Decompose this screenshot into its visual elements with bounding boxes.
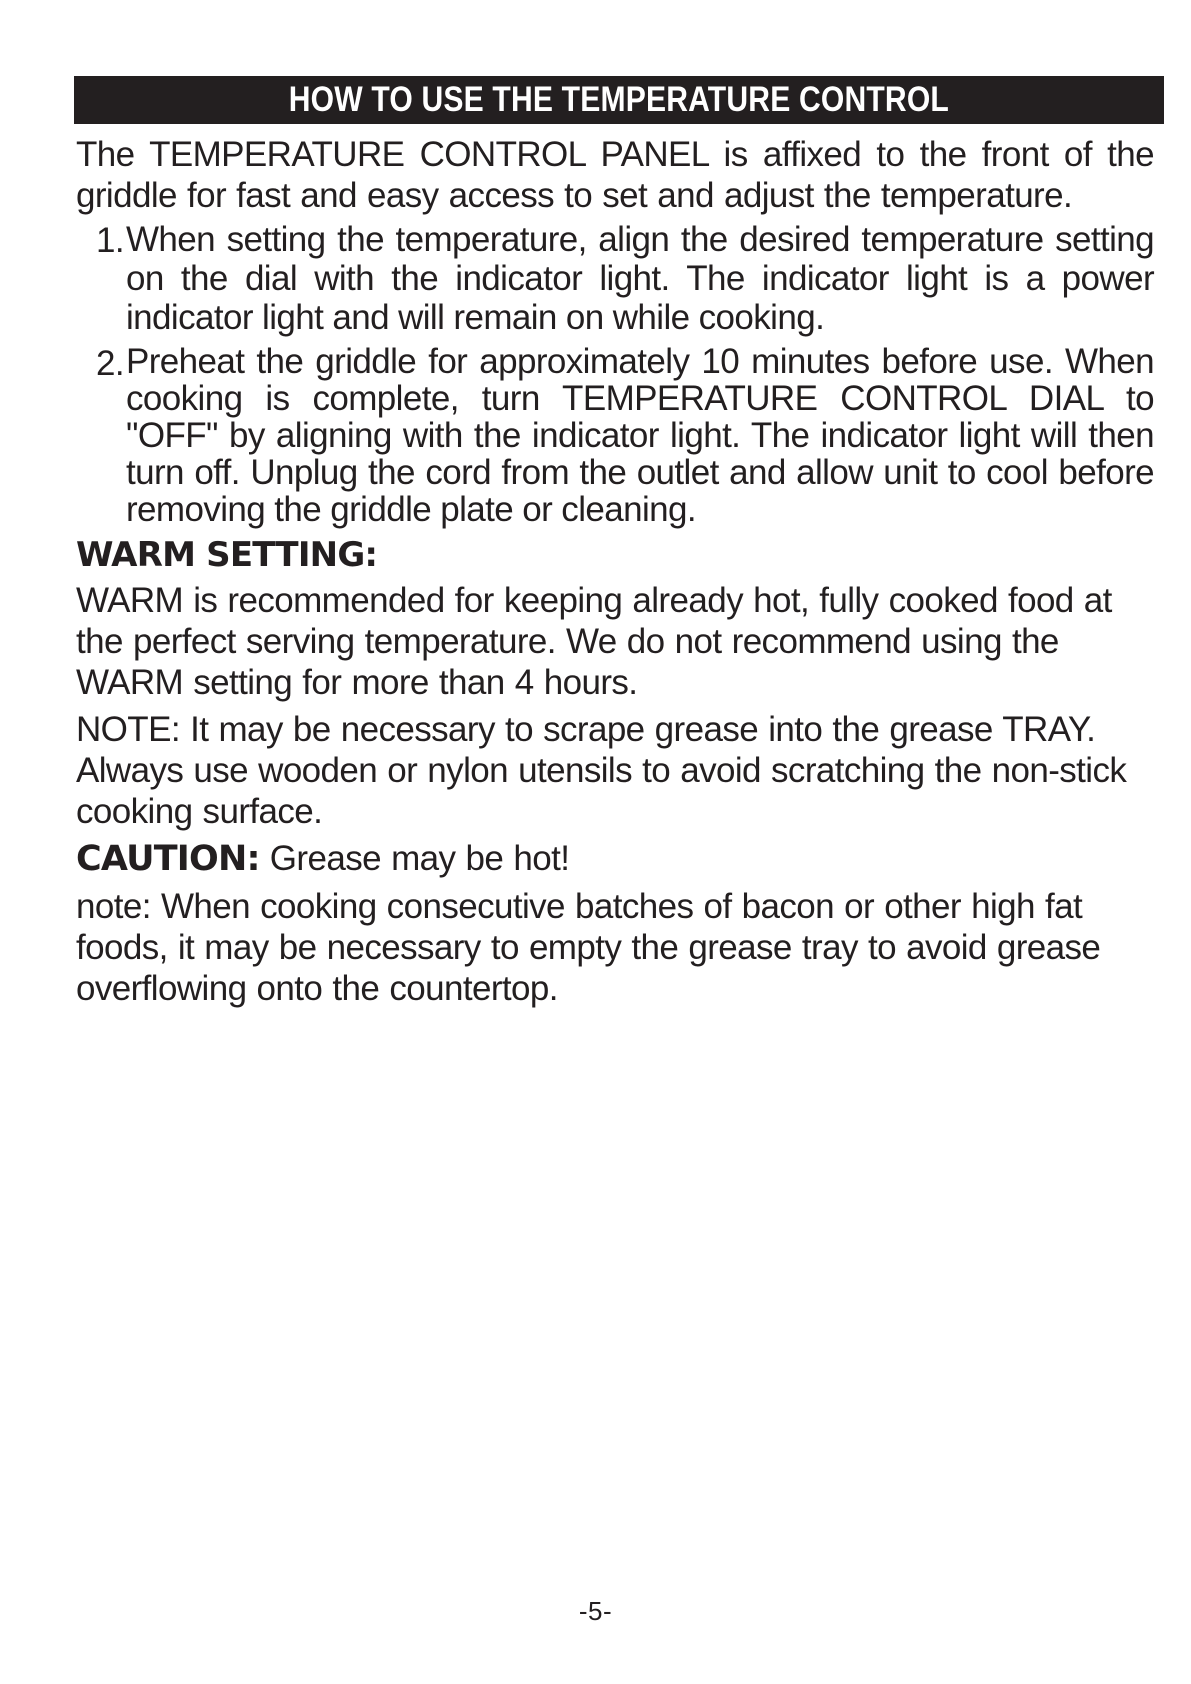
section-title: HOW TO USE THE TEMPERATURE CONTROL	[288, 80, 950, 119]
list-item	[76, 343, 1154, 528]
manual-page	[74, 76, 1164, 1009]
warm-setting-heading: WARM SETTING:	[76, 535, 378, 575]
steps-list	[76, 220, 1154, 528]
step-text: Preheat the griddle for approximately 10 minutes before use. When cooking is complete, turn TEMPERATURE CONTROL DIAL to "OFF" by aligning with the indicator light. The indicator light will then turn off. Unplug the cord from the outlet and allow unit to cool before removing the griddle plate or cleaning.	[126, 342, 1154, 529]
step-text: When setting the temperature, align the desired temperature setting on the dial with the indicator light. The indicator light is a power indicator light and will remain on while cooking.	[126, 220, 1154, 337]
caution-paragraph	[76, 838, 1154, 880]
section-title-bar	[74, 76, 1164, 124]
warm-setting-paragraph: WARM is recommended for keeping already hot, fully cooked food at the perfect serving temperature. We do not recommend using the WARM setting for more than 4 hours.	[76, 581, 1112, 702]
step-number: 2.	[96, 344, 124, 383]
note2-paragraph: note: When cooking consecutive batches of bacon or other high fat foods, it may be necessary to empty the grease tray to avoid grease overflowing onto the countertop.	[76, 887, 1101, 1008]
caution-label: CAUTION:	[76, 839, 260, 879]
step-number: 1.	[96, 221, 124, 260]
list-item	[76, 220, 1154, 337]
intro-paragraph: The TEMPERATURE CONTROL PANEL is affixed to the front of the griddle for fast and easy access to set and adjust the temperature.	[76, 135, 1154, 215]
page-number: -5-	[578, 1596, 613, 1626]
caution-text: Grease may be hot!	[259, 839, 570, 878]
page-content	[74, 134, 1164, 1009]
note-paragraph: NOTE: It may be necessary to scrape grease into the grease TRAY. Always use wooden or nylon utensils to avoid scratching the non-stick cooking surface.	[76, 710, 1127, 831]
